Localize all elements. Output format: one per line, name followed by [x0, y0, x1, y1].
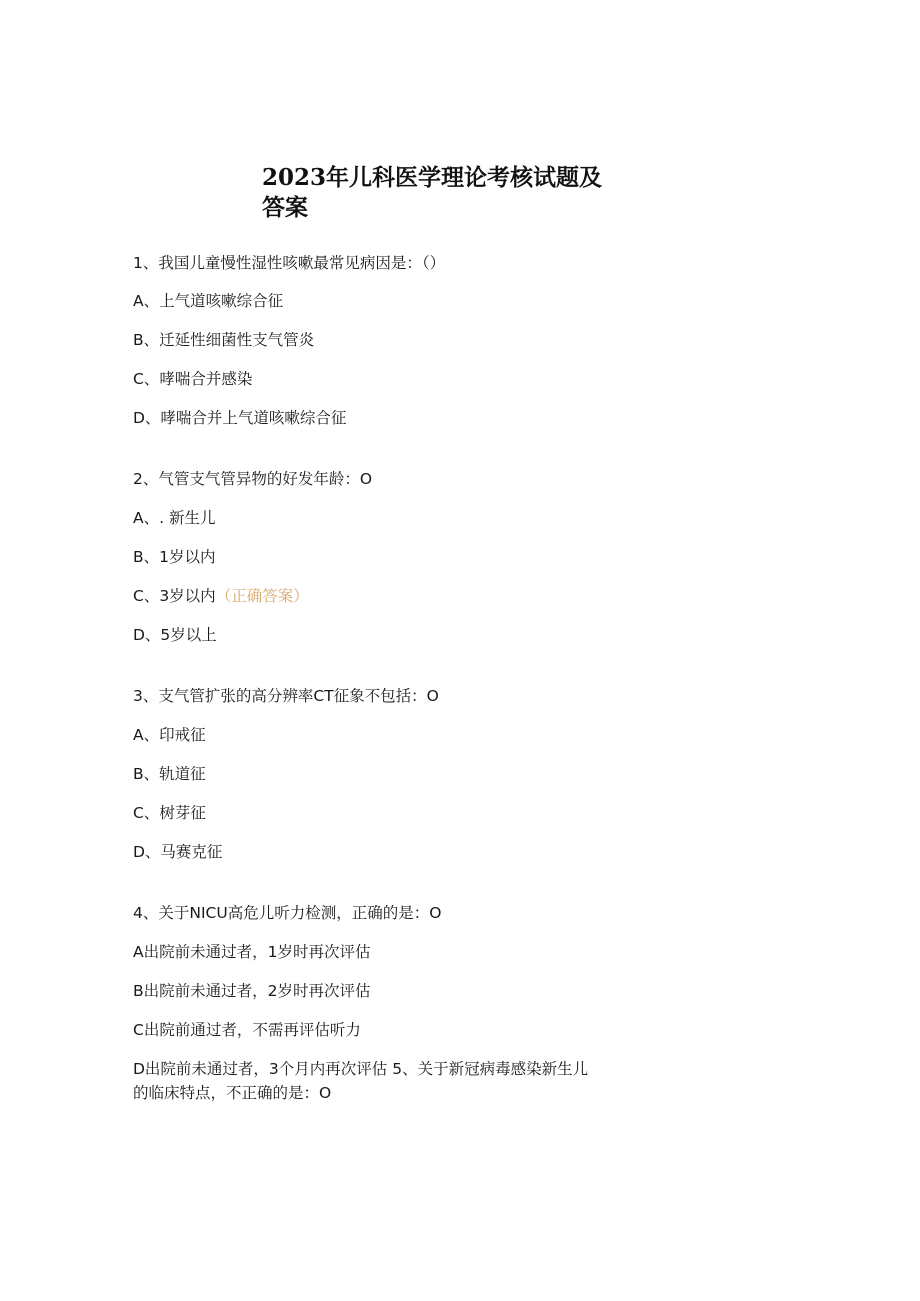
question-1-option-c: C、哮喘合并感染 [133, 370, 253, 388]
question-1-option-d: D、哮喘合并上气道咳嗽综合征 [133, 409, 347, 427]
question-2-option-c [133, 586, 309, 606]
question-4-option-a: A出院前未通过者，1岁时再次评估 [133, 943, 371, 961]
question-2-option-a: A、. 新生儿 [133, 509, 216, 527]
question-3-option-c: C、树芽征 [133, 804, 206, 822]
question-2-option-d: D、5岁以上 [133, 626, 217, 644]
question-3-option-d: D、马赛克征 [133, 843, 223, 861]
question-1-option-a: A、上气道咳嗽综合征 [133, 292, 284, 310]
question-4-option-d-and-question-5: D出院前未通过者，3个月内再次评估 5、关于新冠病毒感染新生儿的临床特点，不正确的是：O [133, 1060, 589, 1102]
question-3-option-b: B、轨道征 [133, 765, 206, 783]
question-4-text: 4、关于NICU高危儿听力检测，正确的是：O [133, 904, 442, 922]
question-4-option-c: C出院前通过者，不需再评估听力 [133, 1021, 361, 1039]
question-1-text: 1、我国儿童慢性湿性咳嗽最常见病因是：（） [133, 254, 446, 272]
question-2-text: 2、气管支气管异物的好发年龄：O [133, 470, 373, 488]
question-1-option-b: B、迁延性细菌性支气管炎 [133, 331, 315, 349]
question-3-option-a: A、印戒征 [133, 726, 206, 744]
question-2-option-b: B、1岁以内 [133, 548, 216, 566]
correct-answer-mark: （正确答案） [215, 587, 309, 605]
question-2-option-c-text: C、3岁以内 [133, 587, 216, 605]
document-title: 2023年儿科医学理论考核试题及答案 [262, 164, 603, 221]
question-3-text: 3、支气管扩张的高分辨率CT征象不包括：O [133, 687, 439, 705]
question-4-option-b: B出院前未通过者，2岁时再次评估 [133, 982, 371, 1000]
